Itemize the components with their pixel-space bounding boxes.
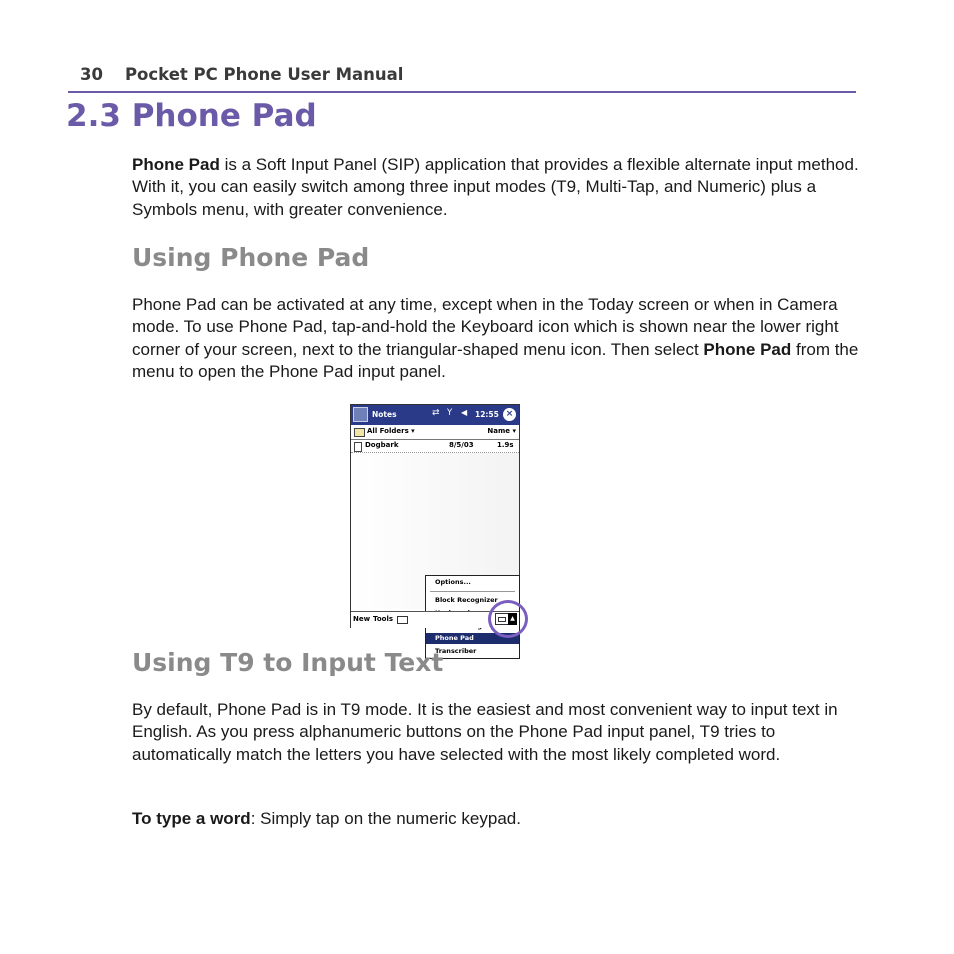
using-phone-pad-paragraph: [132, 294, 862, 383]
menu-item-options[interactable]: Options...: [435, 578, 471, 586]
menu-new[interactable]: New: [353, 615, 371, 623]
type-word-text: : Simply tap on the numeric keypad.: [250, 809, 521, 828]
folder-icon: [354, 428, 365, 437]
folder-bar: [351, 425, 519, 440]
page-number: 30: [80, 65, 103, 84]
device-title-bar: [351, 405, 519, 425]
list-item[interactable]: [351, 440, 519, 453]
menu-item-block-recognizer[interactable]: Block Recognizer: [435, 596, 498, 604]
menu-separator: [430, 591, 515, 592]
windows-start-icon[interactable]: [353, 407, 368, 422]
folder-dropdown[interactable]: All Folders ▾: [367, 427, 415, 435]
signal-icon[interactable]: Y: [447, 408, 453, 418]
sip-menu-arrow-icon[interactable]: ▲: [508, 613, 517, 625]
heading-using-phone-pad: Using Phone Pad: [132, 243, 370, 272]
menu-tools[interactable]: Tools: [373, 615, 394, 623]
intro-text: is a Soft Input Panel (SIP) application that provides a flexible alternate input method. With it, you can easily switch among three input modes (T9, Multi-Tap, and Numeric) plus a Symbols menu, with greater convenience.: [132, 155, 859, 219]
menu-item-phone-pad[interactable]: Phone Pad: [426, 633, 519, 644]
using-text-after: from the menu to open the Phone Pad input panel.: [132, 339, 859, 381]
device-clock[interactable]: 12:55: [475, 410, 499, 419]
running-title: Pocket PC Phone User Manual: [124, 65, 404, 84]
note-name: Dogbark: [365, 441, 399, 449]
using-t9-paragraph: By default, Phone Pad is in T9 mode. It is the easiest and most convenient way to input text in English. As you press alphanumeric buttons on the Phone Pad input panel, T9 tries to automatically match the letters you have selected with the most likely completed word.: [132, 700, 838, 764]
type-word-paragraph: [132, 808, 862, 830]
heading-using-t9: Using T9 to Input Text: [132, 648, 444, 677]
highlight-circle: [488, 600, 528, 638]
sync-icon[interactable]: ⇄: [432, 408, 440, 418]
using-text-before: Phone Pad can be activated at any time, except when in the Today screen or when in Camera mode. To use Phone Pad, tap-and-hold the Keyboard icon which is shown near the lower right corner of your screen, next to the triangular-shaped menu icon. Then select: [132, 295, 839, 359]
running-header: [80, 65, 403, 84]
type-word-bold: To type a word: [132, 809, 251, 828]
header-rule: [68, 91, 856, 93]
note-size: 1.9s: [497, 441, 514, 449]
note-date: 8/5/03: [449, 441, 474, 449]
pocket-pc-screenshot: [350, 404, 520, 655]
keyboard-small-icon[interactable]: [397, 616, 408, 624]
close-icon[interactable]: ×: [503, 408, 516, 421]
menu-item-transcriber[interactable]: Transcriber: [435, 647, 477, 655]
section-title: 2.3 Phone Pad: [66, 98, 317, 134]
note-document-icon: [354, 442, 362, 452]
intro-paragraph: [132, 154, 862, 221]
sort-dropdown[interactable]: Name ▾: [487, 427, 516, 435]
using-bold: Phone Pad: [703, 339, 792, 359]
intro-bold: Phone Pad: [132, 155, 220, 174]
speaker-icon[interactable]: ◀: [461, 408, 468, 417]
device-app-title: Notes: [372, 410, 397, 419]
